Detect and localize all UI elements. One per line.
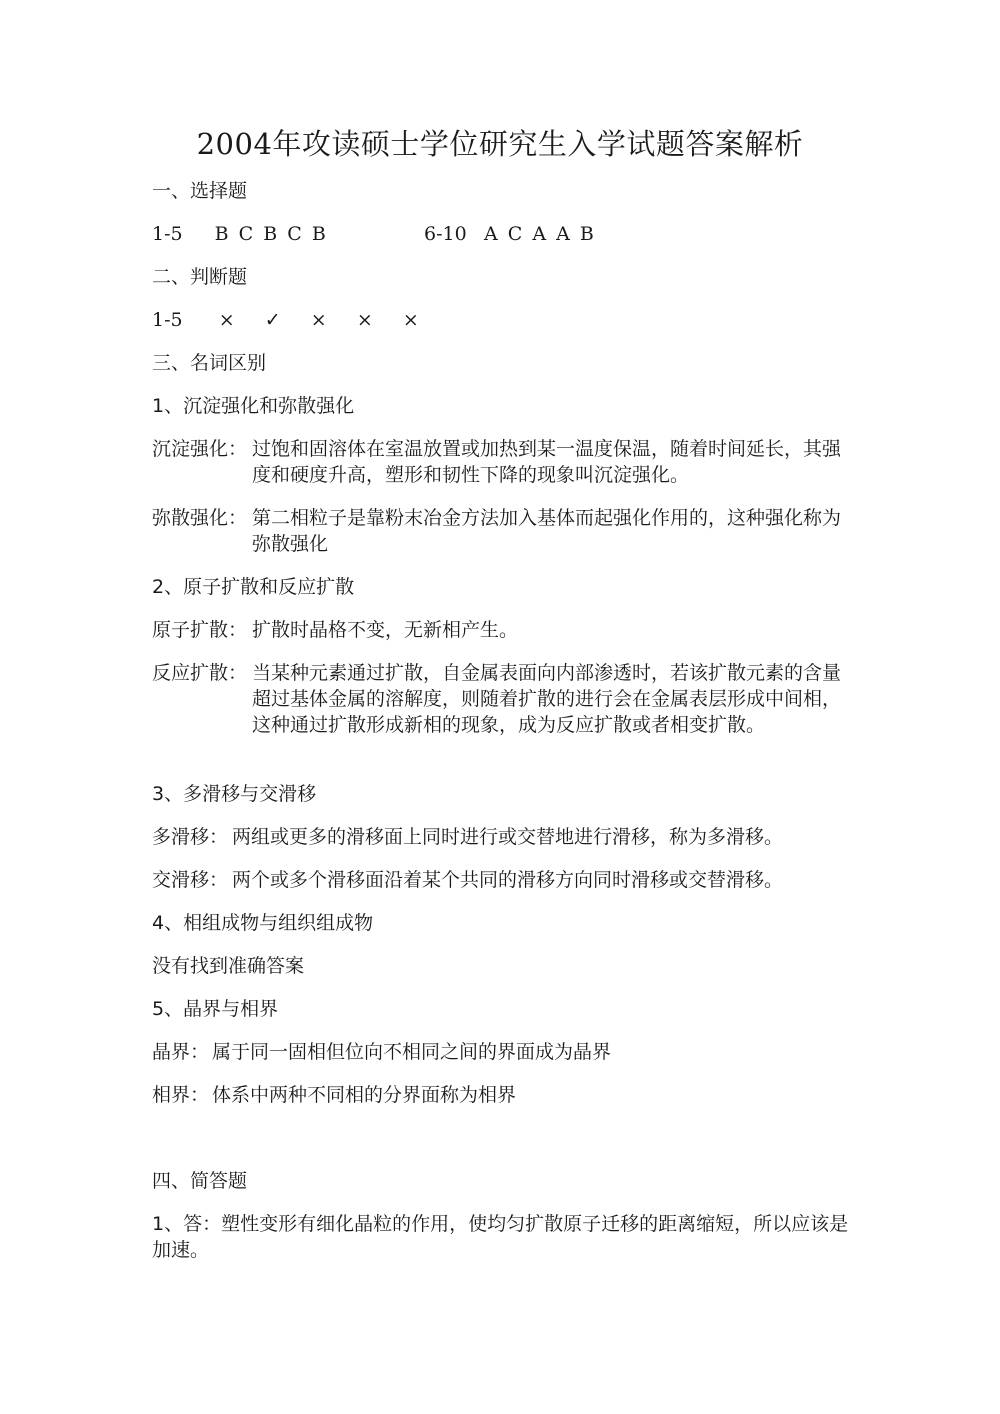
document-title: 2004年攻读硕士学位研究生入学试题答案解析 <box>196 127 804 161</box>
definition-text: 过饱和固溶体在室温放置或加热到某一温度保温，随着时间延长，其强度和硬度升高，塑形和韧性下降的现象叫沉淀强化。 <box>252 438 842 486</box>
definition-term: 晶界： <box>152 1041 210 1063</box>
definition-term: 相界： <box>152 1084 210 1106</box>
definition-text: 当某种元素通过扩散，自金属表面向内部渗透时，若该扩散元素的含量超过基体金属的溶解度，则随着扩散的进行会在金属表层形成中间相，这种通过扩散形成新相的现象，成为反应扩散或者相变扩散。 <box>252 662 842 736</box>
section-heading-judge: 二、判断题 <box>152 266 248 288</box>
choice-range-1: 1-5 <box>152 223 183 245</box>
definition-text: 两组或更多的滑移面上同时进行或交替地进行滑移，称为多滑移。 <box>232 826 784 848</box>
section-heading-short-answer: 四、简答题 <box>152 1170 248 1192</box>
term-item-title-5: 5、晶界与相界 <box>152 998 279 1020</box>
definition-text: 体系中两种不同相的分界面称为相界 <box>212 1084 517 1106</box>
definition-precipitation <box>152 436 852 488</box>
definition-text: 扩散时晶格不变，无新相产生。 <box>252 619 519 641</box>
choice-range-2: 6-10 <box>424 223 467 245</box>
choice-answers-1: B C B C B <box>214 223 328 245</box>
section-heading-terms: 三、名词区别 <box>152 352 267 374</box>
judge-mark-4: × <box>356 309 373 331</box>
judge-answers-row <box>152 307 431 333</box>
definition-term: 多滑移： <box>152 826 229 848</box>
judge-mark-2: ✓ <box>264 309 281 331</box>
term-item-title-2: 2、原子扩散和反应扩散 <box>152 576 355 598</box>
short-answer-1: 1、答：塑性变形有细化晶粒的作用，使均匀扩散原子迁移的距离缩短，所以应该是加速。 <box>152 1213 849 1261</box>
definition-atomic-diffusion <box>152 617 852 643</box>
definition-text: 两个或多个滑移面沿着某个共同的滑移方向同时滑移或交替滑移。 <box>232 869 784 891</box>
judge-mark-1: × <box>218 309 235 331</box>
definition-grain-boundary <box>152 1039 852 1065</box>
term-item-title-3: 3、多滑移与交滑移 <box>152 783 317 805</box>
section-heading-choice: 一、选择题 <box>152 180 248 202</box>
definition-reaction-diffusion <box>152 660 852 738</box>
term-item-title-1: 1、沉淀强化和弥散强化 <box>152 395 355 417</box>
definition-dispersion <box>152 505 852 557</box>
definition-term: 沉淀强化： <box>152 438 248 460</box>
choice-answers-2: A C A A B <box>484 223 596 245</box>
judge-mark-3: × <box>310 309 327 331</box>
definition-phase-boundary <box>152 1082 852 1108</box>
definition-text: 属于同一固相但位向不相同之间的界面成为晶界 <box>212 1041 612 1063</box>
definition-term: 反应扩散： <box>152 662 248 684</box>
definition-term: 原子扩散： <box>152 619 248 641</box>
term-item-title-4: 4、相组成物与组织组成物 <box>152 912 374 934</box>
definition-text: 第二相粒子是靠粉末冶金方法加入基体而起强化作用的，这种强化称为弥散强化 <box>252 507 842 555</box>
definition-cross-slip <box>152 867 852 893</box>
judge-mark-5: × <box>402 309 419 331</box>
choice-answers-row <box>152 221 596 247</box>
definition-term: 交滑移： <box>152 869 229 891</box>
definition-term: 弥散强化： <box>152 507 248 529</box>
judge-range: 1-5 <box>152 309 183 331</box>
term-item-note-4: 没有找到准确答案 <box>152 955 305 977</box>
definition-multiple-slip <box>152 824 852 850</box>
